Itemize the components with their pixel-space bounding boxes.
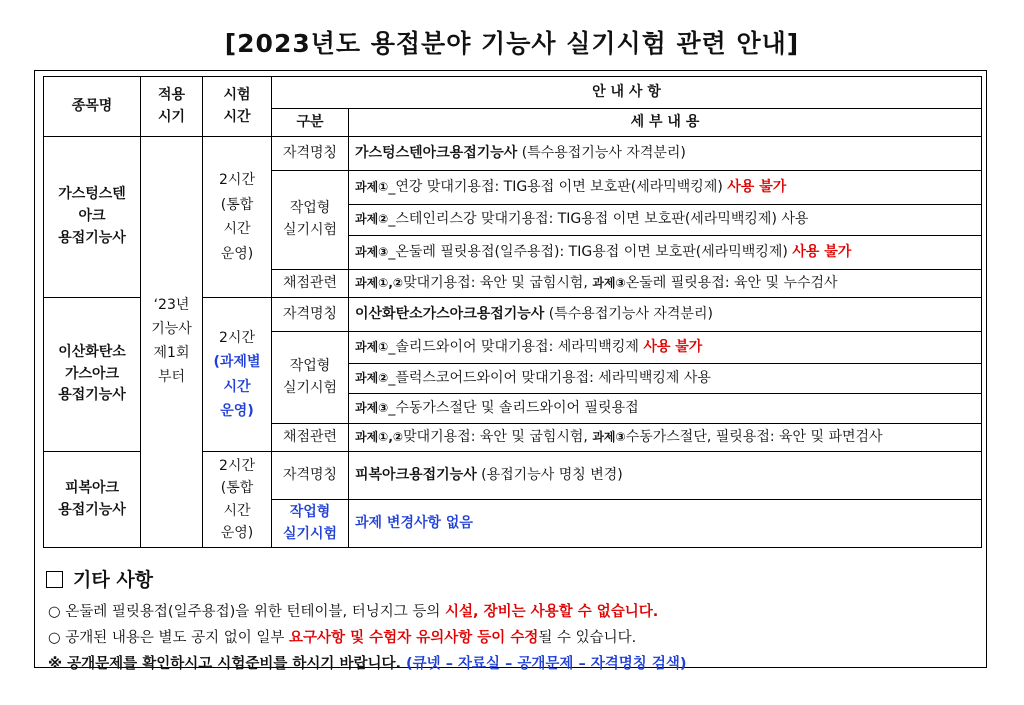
smaw-name: 피복아크 용접기능사: [44, 452, 141, 548]
page-title: [2023년도 용접분야 기능사 실기시험 관련 안내]: [224, 29, 800, 58]
smaw-task-detail: 과제 변경사항 없음: [349, 500, 982, 548]
etc-line-2: ○ 공개된 내용은 별도 공지 없이 일부 요구사항 및 수험자 유의사항 등이 수정될 수 있습니다.: [48, 630, 637, 646]
co2-grade-label: 채점관련: [272, 424, 349, 452]
co2-name: 이산화탄소 가스아크 용접기능사: [44, 298, 141, 452]
gtaw-name: 가스텅스텐 아크 용접기능사: [44, 137, 141, 298]
gtaw-qual-detail: 가스텅스텐아크용접기능사 (특수용접기능사 자격분리): [349, 137, 982, 171]
gtaw-grade-detail: 과제①,②맞대기용접: 육안 및 굽힘시험, 과제③온둘레 필릿용접: 육안 및 누수검사: [349, 270, 982, 298]
co2-qual-label: 자격명칭: [272, 298, 349, 332]
etc-line-1: ○ 온둘레 필릿용접(일주용접)을 위한 턴테이블, 터닝지그 등의 시설, 장비는 사용할 수 없습니다.: [48, 604, 659, 620]
smaw-time: 2시간 (통합 시간 운영): [203, 452, 272, 548]
co2-task-2: 과제②_플럭스코어드와이어 맞대기용접: 세라믹백킹제 사용: [349, 364, 982, 394]
gtaw-task-3: 과제③_온둘레 필릿용접(일주용접): TIG용접 이면 보호판(세라믹백킹제) 사용 불가: [349, 236, 982, 270]
header-detail: 세 부 내 용: [349, 109, 982, 137]
header-apply: 적용 시기: [141, 77, 203, 137]
etc-section: [44, 565, 984, 678]
checkbox-square-icon: [46, 571, 63, 588]
exam-info-table: [43, 76, 982, 548]
smaw-qual-label: 자격명칭: [272, 452, 349, 500]
etc-note: ※ 공개문제를 확인하시고 시험준비를 하시기 바랍니다. (큐넷 – 자료실 – 공개문제 – 자격명칭 검색): [48, 656, 687, 672]
co2-grade-detail: 과제①,②맞대기용접: 육안 및 굽힘시험, 과제③수동가스절단, 필릿용접: 육안 및 파면검사: [349, 424, 982, 452]
gtaw-task-label: 작업형 실기시험: [272, 171, 349, 270]
header-guide: 안 내 사 항: [272, 77, 982, 109]
gtaw-grade-label: 채점관련: [272, 270, 349, 298]
header-category: 구분: [272, 109, 349, 137]
co2-qual-detail: 이산화탄소가스아크용접기능사 (특수용접기능사 자격분리): [349, 298, 982, 332]
etc-heading: 기타 사항: [44, 565, 984, 592]
gtaw-task-2: 과제②_스테인리스강 맞대기용접: TIG용접 이면 보호판(세라믹백킹제) 사용: [349, 205, 982, 236]
smaw-qual-detail: 피복아크용접기능사 (용접기능사 명칭 변경): [349, 452, 982, 500]
gtaw-time: 2시간 (통합 시간 운영): [203, 137, 272, 298]
gtaw-qual-label: 자격명칭: [272, 137, 349, 171]
co2-task-label: 작업형 실기시험: [272, 332, 349, 424]
apply-period: ‘23년 기능사 제1회 부터: [141, 137, 203, 548]
co2-task-1: 과제①_솔리드와이어 맞대기용접: 세라믹백킹제 사용 불가: [349, 332, 982, 364]
smaw-task-label: 작업형 실기시험: [272, 500, 349, 548]
header-type: 종목명: [44, 77, 141, 137]
co2-time: 2시간 (과제별 시간 운영): [203, 298, 272, 452]
co2-task-3: 과제③_수동가스절단 및 솔리드와이어 필릿용접: [349, 394, 982, 424]
gtaw-task-1: 과제①_연강 맞대기용접: TIG용접 이면 보호판(세라믹백킹제) 사용 불가: [349, 171, 982, 205]
header-time: 시험 시간: [203, 77, 272, 137]
